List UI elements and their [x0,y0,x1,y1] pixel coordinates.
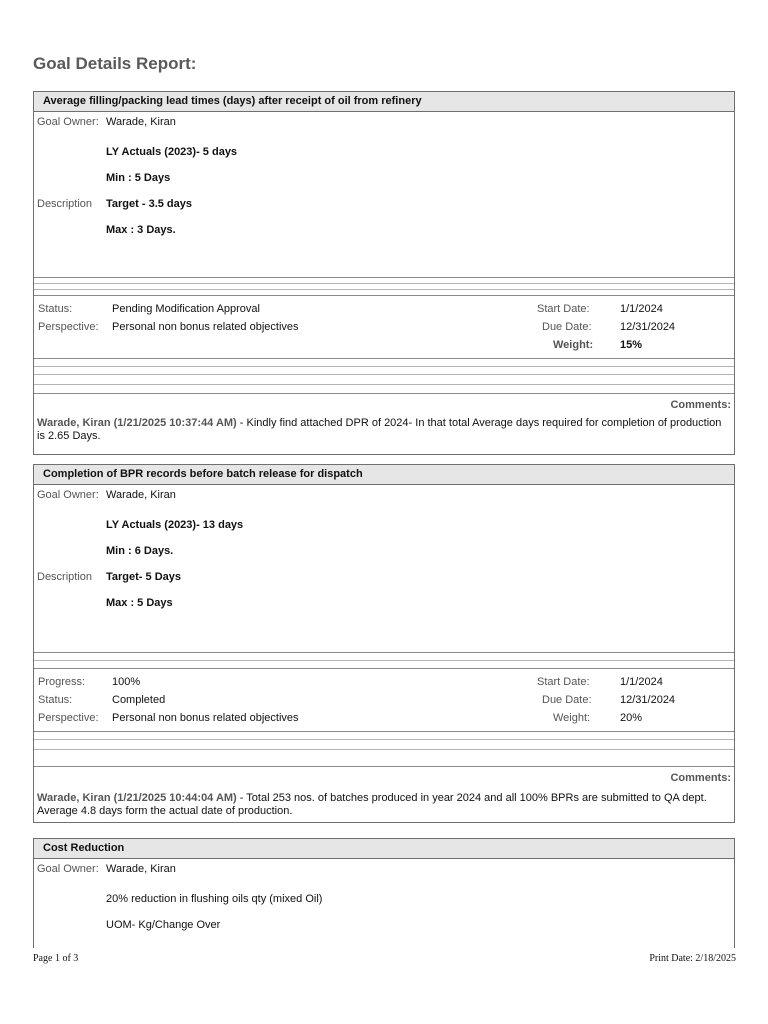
divider [34,652,734,653]
weight-value: 15% [620,339,643,351]
comments-label: Comments: [670,399,731,411]
description-line: Min : 6 Days. [106,545,174,557]
divider [34,358,734,359]
description-line: Max : 3 Days. [106,224,176,236]
divider [34,277,734,278]
comment-body: - Kindly find attached DPR of 2024- In that total Average days required for completion of production is 2.65 Days. [37,417,722,442]
description-line: Target- 5 Days [106,571,181,583]
comment-author: Warade, Kiran (1/21/2025 10:44:04 AM) [37,792,237,804]
weight-label: Weight: [553,712,591,724]
divider [34,295,734,296]
description-line: Min : 5 Days [106,172,171,184]
status-value: Completed [112,694,166,706]
weight-label: Weight: [553,339,594,351]
weight-value: 20% [620,712,643,724]
goal-owner-value: Warade, Kiran [106,116,176,128]
description-line: LY Actuals (2023)- 13 days [106,519,244,531]
divider [34,660,734,661]
description-label: Description [37,571,93,583]
perspective-value: Personal non bonus related objectives [112,712,299,724]
status-value: Pending Modification Approval [112,303,260,315]
start-date-value: 1/1/2024 [620,676,663,688]
divider [34,393,734,394]
goal-card [33,838,735,948]
goal-owner-label: Goal Owner: [37,489,99,501]
goal-title: Completion of BPR records before batch release for dispatch [34,465,734,485]
divider [34,766,734,767]
goal-owner-value: Warade, Kiran [106,489,176,501]
perspective-label: Perspective: [38,712,99,724]
divider [34,283,734,284]
goal-owner-value: Warade, Kiran [106,863,176,875]
divider [34,374,734,375]
start-date-value: 1/1/2024 [620,303,663,315]
goal-owner-label: Goal Owner: [37,863,99,875]
description-line: UOM- Kg/Change Over [106,919,221,931]
start-date-label: Start Date: [537,676,590,688]
due-date-value: 12/31/2024 [620,321,676,333]
divider [34,289,734,290]
progress-label: Progress: [38,676,86,688]
comment [37,792,728,818]
page-number: Page 1 of 3 [33,953,79,964]
divider [34,366,734,367]
divider [34,384,734,385]
comment-body: - Total 253 nos. of batches produced in year 2024 and all 100% BPRs are submitted to QA dept. Average 4.8 days form the actual date of production. [37,792,707,817]
goal-title: Cost Reduction [34,839,734,859]
description-line: 20% reduction in flushing oils qty (mixed Oil) [106,893,323,905]
goal-title: Average filling/packing lead times (days) after receipt of oil from refinery [34,92,734,112]
description-label: Description [37,198,93,210]
description-line: LY Actuals (2023)- 5 days [106,146,238,158]
goal-card [33,91,735,455]
progress-value: 100% [112,676,141,688]
status-label: Status: [38,303,73,315]
due-date-label: Due Date: [542,321,592,333]
description-line: Target - 3.5 days [106,198,192,210]
goal-owner-label: Goal Owner: [37,116,99,128]
divider [34,731,734,732]
comment-author: Warade, Kiran (1/21/2025 10:37:44 AM) [37,417,237,429]
due-date-value: 12/31/2024 [620,694,676,706]
perspective-label: Perspective: [38,321,99,333]
divider [34,739,734,740]
perspective-value: Personal non bonus related objectives [112,321,299,333]
status-label: Status: [38,694,73,706]
start-date-label: Start Date: [537,303,590,315]
divider [34,749,734,750]
goal-card [33,464,735,823]
due-date-label: Due Date: [542,694,592,706]
comment [37,417,728,443]
description-line: Max : 5 Days [106,597,173,609]
report-title: Goal Details Report: [33,54,197,73]
print-date: Print Date: 2/18/2025 [649,953,736,964]
comments-label: Comments: [670,772,731,784]
divider [34,668,734,669]
